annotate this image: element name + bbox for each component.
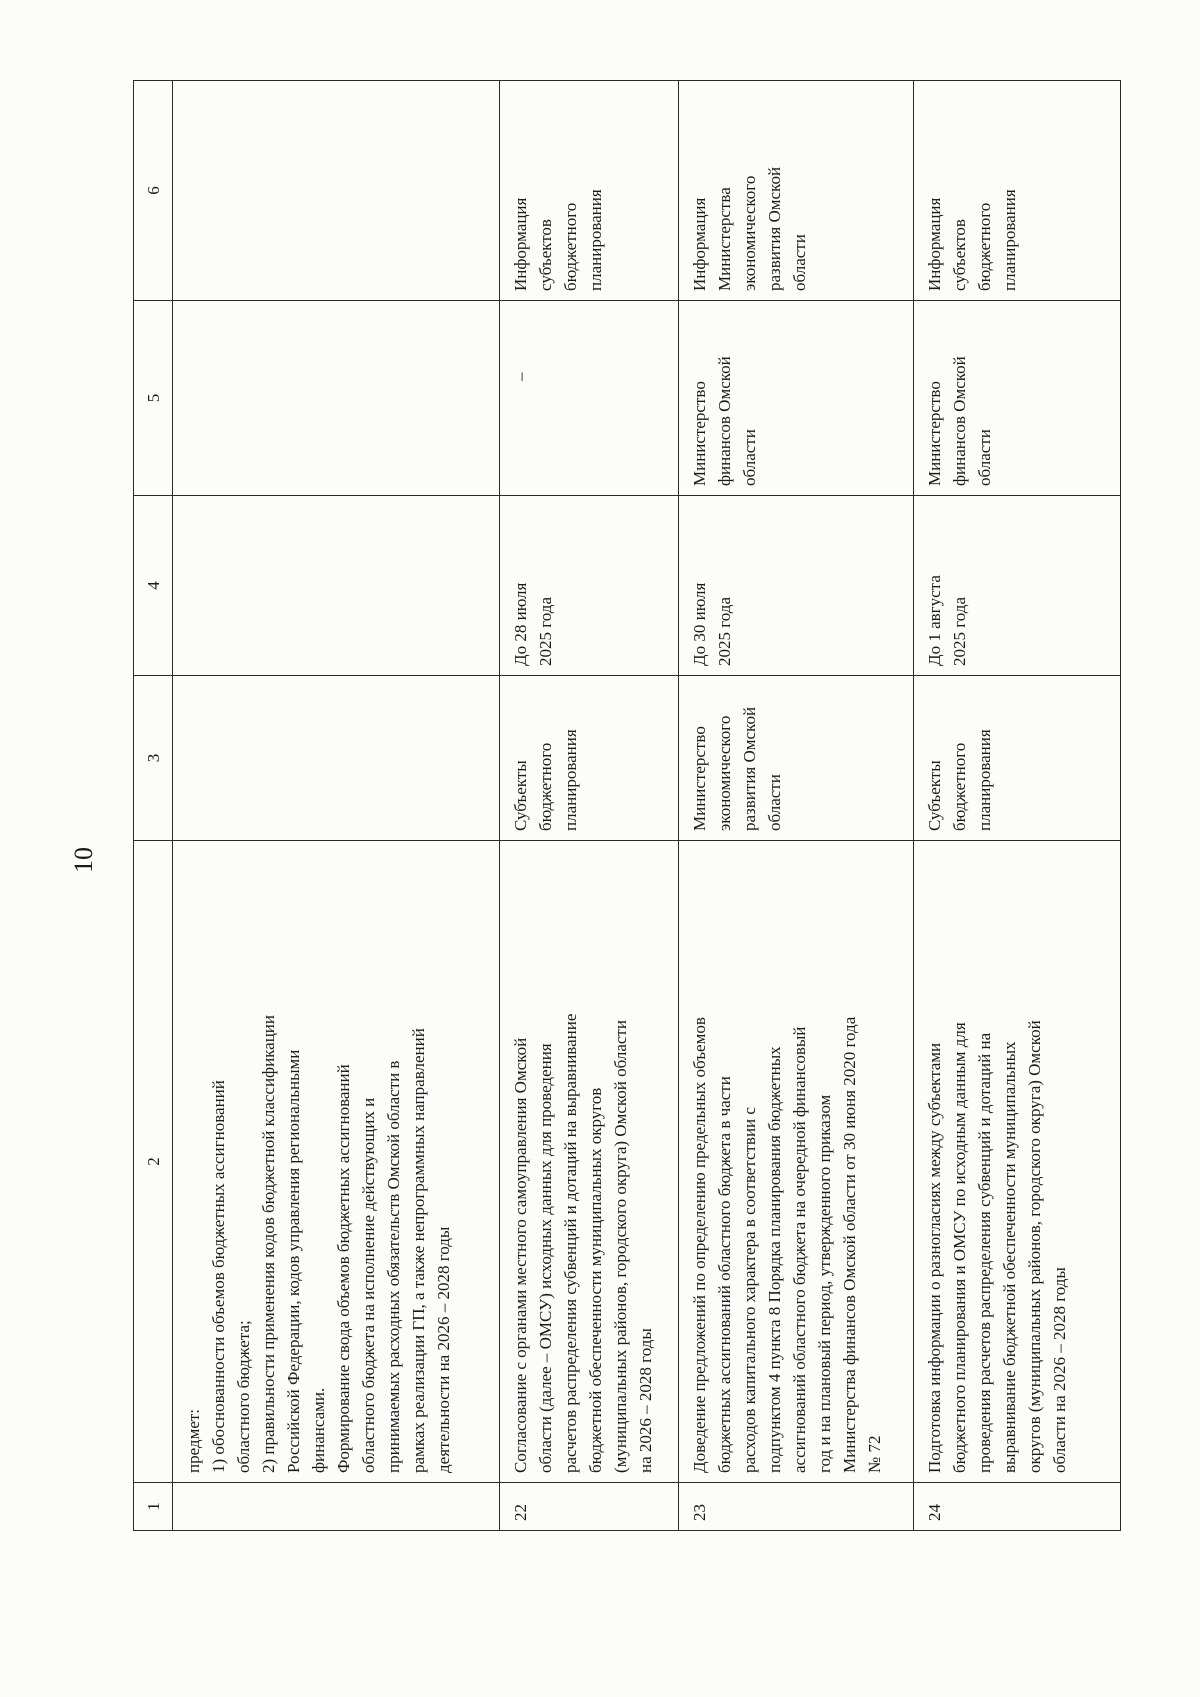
recipient-cell <box>500 301 679 496</box>
table-rotation-inner <box>133 81 1113 1531</box>
event-line: Российской Федерации, кодов управления региональными <box>284 1049 303 1473</box>
row-number: 24 <box>914 1483 1121 1531</box>
source-line: экономического <box>740 175 759 291</box>
source-cell <box>679 81 914 301</box>
event-line: области на 2026 – 2028 годы <box>1050 1267 1069 1473</box>
event-line: Подготовка информации о разногласиях между субъектами <box>925 1042 944 1473</box>
source-line: планирования <box>586 189 605 291</box>
source-line: планирования <box>1000 189 1019 291</box>
table-row <box>500 81 679 1531</box>
event-line: бюджетного планирования и ОМСУ по исходным данным для <box>950 1022 969 1473</box>
event-line: (муниципальных районов, городского округа) Омской области <box>611 1020 630 1473</box>
event-line: областного бюджета на исполнение действующих и <box>359 1097 378 1473</box>
table-rotation-frame <box>133 81 1113 1531</box>
table-row <box>914 81 1121 1531</box>
event-line: расчетов распределения субвенций и дотаций на выравнивание <box>561 1013 580 1473</box>
executor-line: бюджетного <box>536 742 555 831</box>
event-line: принимаемых расходных обязательств Омской области в <box>384 1060 403 1473</box>
recipient-cell <box>173 301 500 496</box>
executor-line: бюджетного <box>950 742 969 831</box>
executor-line: экономического <box>715 715 734 831</box>
deadline-line: До 30 июля <box>690 582 709 666</box>
executor-cell <box>914 676 1121 841</box>
event-line: год и на плановый период, утвержденного приказом <box>815 1094 834 1473</box>
deadline-cell <box>914 496 1121 676</box>
recipient-dash: – <box>511 372 530 381</box>
deadline-line: 2025 года <box>715 596 734 666</box>
event-line: рамках реализации ГП, а также непрограммных направлений <box>409 1028 428 1473</box>
event-cell <box>173 841 500 1483</box>
executor-line: планирования <box>561 729 580 831</box>
event-line: деятельности на 2026 – 2028 годы <box>434 1226 453 1473</box>
source-line: субъектов <box>536 219 555 291</box>
executor-line: развития Омской <box>740 706 759 831</box>
source-line: Министерства <box>715 187 734 291</box>
event-line: областного бюджета; <box>234 1320 253 1473</box>
event-line: проведения расчетов распределения субвенций и дотаций на <box>975 1032 994 1473</box>
recipient-cell <box>679 301 914 496</box>
event-line: на 2026 – 2028 годы <box>636 1328 655 1473</box>
source-line: бюджетного <box>561 202 580 291</box>
table-header-row <box>134 81 173 1531</box>
deadline-line: 2025 года <box>536 596 555 666</box>
row-number: 23 <box>679 1483 914 1531</box>
recipient-line: Министерство <box>690 381 709 486</box>
header-col-1: 1 <box>134 1483 173 1531</box>
event-cell <box>679 841 914 1483</box>
deadline-cell <box>500 496 679 676</box>
event-line: 2) правильности применения кодов бюджетной классификации <box>259 1014 278 1473</box>
event-line: Министерства финансов Омской области от 30 июня 2020 года <box>840 1016 859 1473</box>
header-col-4: 4 <box>134 496 173 676</box>
event-line: ассигнований областного бюджета на очередной финансовый <box>790 1026 809 1473</box>
event-line: предмет: <box>184 1408 203 1473</box>
header-col-2: 2 <box>134 841 173 1483</box>
executor-cell <box>500 676 679 841</box>
source-line: развития Омской <box>765 166 784 291</box>
executor-cell <box>679 676 914 841</box>
executor-line: Субъекты <box>511 760 530 831</box>
event-line: подпунктом 4 пункта 8 Порядка планирования бюджетных <box>765 1046 784 1473</box>
executor-line: Субъекты <box>925 760 944 831</box>
page-number: 10 <box>69 847 98 873</box>
recipient-line: области <box>740 429 759 486</box>
source-line: субъектов <box>950 219 969 291</box>
event-line: бюджетных ассигнований областного бюджета в части <box>715 1076 734 1473</box>
source-cell <box>914 81 1121 301</box>
source-line: Информация <box>925 197 944 291</box>
executor-line: планирования <box>975 729 994 831</box>
event-line: выравнивание бюджетной обеспеченности муниципальных <box>1000 1041 1019 1473</box>
source-cell <box>173 81 500 301</box>
source-line: Информация <box>511 197 530 291</box>
table-row-continued <box>173 81 500 1531</box>
recipient-line: финансов Омской <box>715 356 734 486</box>
deadline-line: 2025 года <box>950 596 969 666</box>
event-line: округов (муниципальных районов, городского округа) Омской <box>1025 1020 1044 1473</box>
source-line: Информация <box>690 197 709 291</box>
recipient-line: Министерство <box>925 381 944 486</box>
event-line: 1) обоснованности объемов бюджетных ассигнований <box>209 1080 228 1473</box>
event-line: Формирование свода объемов бюджетных ассигнований <box>334 1064 353 1473</box>
source-line: области <box>790 234 809 291</box>
table-row <box>679 81 914 1531</box>
header-col-5: 5 <box>134 301 173 496</box>
recipient-line: области <box>975 429 994 486</box>
row-number: 22 <box>500 1483 679 1531</box>
event-line: бюджетной обеспеченности муниципальных округов <box>586 1087 605 1473</box>
source-line: бюджетного <box>975 202 994 291</box>
deadline-line: До 1 августа <box>925 575 944 666</box>
row-number <box>173 1483 500 1531</box>
event-line: финансами. <box>309 1387 328 1473</box>
recipient-cell <box>914 301 1121 496</box>
event-line: Согласование с органами местного самоуправления Омской <box>511 1037 530 1473</box>
header-col-3: 3 <box>134 676 173 841</box>
schedule-table <box>133 80 1121 1531</box>
recipient-line: финансов Омской <box>950 356 969 486</box>
event-line: области (далее – ОМСУ) исходных данных для проведения <box>536 1043 555 1473</box>
executor-line: Министерство <box>690 726 709 831</box>
deadline-cell <box>173 496 500 676</box>
deadline-line: До 28 июля <box>511 582 530 666</box>
header-col-6: 6 <box>134 81 173 301</box>
event-cell <box>914 841 1121 1483</box>
source-cell <box>500 81 679 301</box>
event-cell <box>500 841 679 1483</box>
event-line: № 72 <box>865 1435 884 1473</box>
executor-cell <box>173 676 500 841</box>
event-line: Доведение предложений по определению предельных объемов <box>690 1017 709 1473</box>
executor-line: области <box>765 774 784 831</box>
deadline-cell <box>679 496 914 676</box>
event-line: расходов капитального характера в соответствии с <box>740 1107 759 1473</box>
